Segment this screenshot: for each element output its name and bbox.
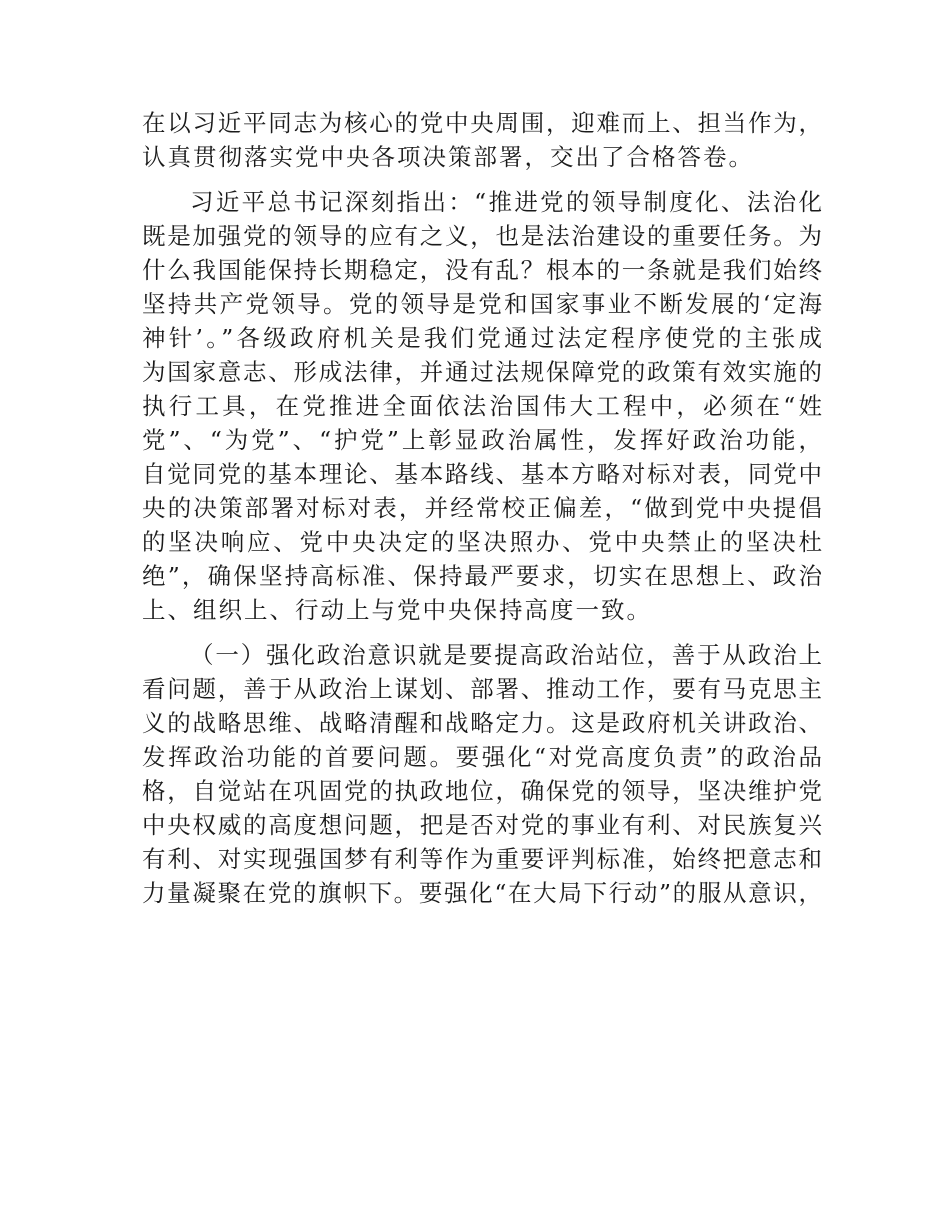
paragraph <box>142 638 822 910</box>
text-line: 发挥政治功能的首要问题。要强化“对党高度负责”的政治品 <box>142 743 822 771</box>
text-line: 为国家意志、形成法律，并通过法规保障党的政策有效实施的 <box>142 358 822 386</box>
text-line: 央的决策部署对标对表，并经常校正偏差，“做到党中央提倡 <box>142 494 822 522</box>
text-line: 自觉同党的基本理论、基本路线、基本方略对标对表，同党中 <box>142 460 822 488</box>
body-text <box>142 106 822 910</box>
text-line: 格，自觉站在巩固党的执政地位，确保党的领导，坚决维护党 <box>142 777 822 805</box>
paragraph <box>142 106 822 174</box>
text-line: 坚持共产党领导。党的领导是党和国家事业不断发展的‘定海 <box>142 290 822 318</box>
paragraph-gap <box>142 627 822 638</box>
text-line: 中央权威的高度想问题，把是否对党的事业有利、对民族复兴 <box>142 811 822 839</box>
text-line: 的坚决响应、党中央决定的坚决照办、党中央禁止的坚决杜 <box>142 528 822 556</box>
text-line: （一）强化政治意识就是要提高政治站位，善于从政治上 <box>190 641 822 669</box>
text-line: 什么我国能保持长期稳定，没有乱？根本的一条就是我们始终 <box>142 256 822 284</box>
text-line: 有利、对实现强国梦有利等作为重要评判标准，始终把意志和 <box>142 845 822 873</box>
text-line: 上、组织上、行动上与党中央保持高度一致。 <box>142 596 652 624</box>
paragraph <box>142 185 822 627</box>
text-line: 义的战略思维、战略清醒和战略定力。这是政府机关讲政治、 <box>142 709 822 737</box>
text-line: 看问题，善于从政治上谋划、部署、推动工作，要有马克思主 <box>142 675 822 703</box>
text-line: 神针’。”各级政府机关是我们党通过法定程序使党的主张成 <box>142 324 822 352</box>
text-line: 执行工具，在党推进全面依法治国伟大工程中，必须在“姓 <box>142 392 822 420</box>
text-line: 习近平总书记深刻指出：“推进党的领导制度化、法治化 <box>190 188 822 216</box>
text-line: 认真贯彻落实党中央各项决策部署，交出了合格答卷。 <box>142 143 754 171</box>
text-line: 党”、“为党”、“护党”上彰显政治属性，发挥好政治功能， <box>142 426 822 454</box>
text-line: 在以习近平同志为核心的党中央周围，迎难而上、担当作为， <box>142 109 822 137</box>
text-line: 既是加强党的领导的应有之义，也是法治建设的重要任务。为 <box>142 222 822 250</box>
text-line: 绝”，确保坚持高标准、保持最严要求，切实在思想上、政治 <box>142 562 822 590</box>
paragraph-gap <box>142 174 822 185</box>
text-line: 力量凝聚在党的旗帜下。要强化“在大局下行动”的服从意识， <box>142 879 822 907</box>
